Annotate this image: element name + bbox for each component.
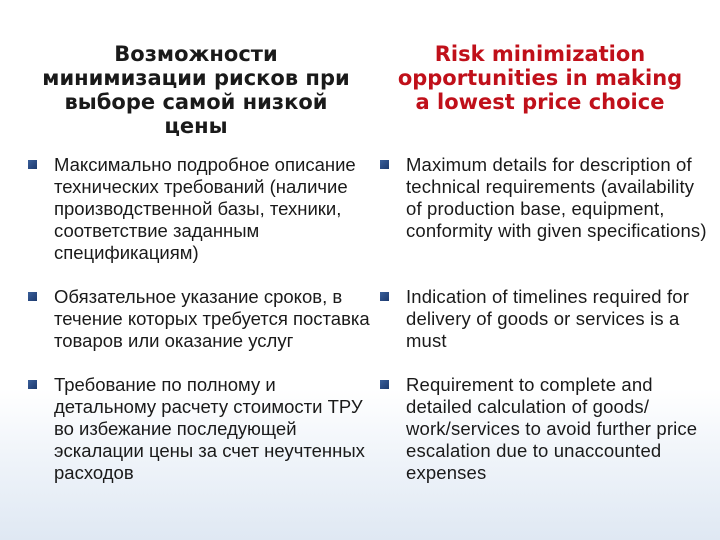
list-item <box>378 286 708 374</box>
list-item-text: Максимально подробное описание технических требований (наличие производственной базы, техники, соответствие заданным спецификациям) <box>54 154 356 263</box>
square-bullet-icon <box>380 160 389 169</box>
title-russian: Возможности минимизации рисков при выборе самой низкой цены <box>42 42 350 138</box>
list-russian <box>26 154 378 484</box>
square-bullet-icon <box>380 292 389 301</box>
title-english: Risk minimization opportunities in making a lowest price choice <box>397 42 683 114</box>
list-item-text: Maximum details for description of technical requirements (availability of production base, equipment, conformity with given specifications) <box>406 154 707 241</box>
list-item-text: Requirement to complete and detailed calculation of goods/ work/services to avoid further price escalation due to unaccounted expenses <box>406 374 698 483</box>
list-item <box>378 154 708 286</box>
square-bullet-icon <box>380 380 389 389</box>
list-item <box>26 286 378 374</box>
list-item <box>378 374 708 484</box>
list-item <box>26 374 378 484</box>
list-item-text: Обязательное указание сроков, в течение которых требуется поставка товаров или оказание услуг <box>54 286 370 351</box>
list-item <box>26 154 378 286</box>
square-bullet-icon <box>28 160 37 169</box>
square-bullet-icon <box>28 380 37 389</box>
list-item-text: Требование по полному и детальному расчету стоимости ТРУ во избежание последующей эскалации цены за счет неучтенных расходов <box>54 374 365 483</box>
square-bullet-icon <box>28 292 37 301</box>
list-english <box>378 154 708 484</box>
list-item-text: Indication of timelines required for delivery of goods or services is a must <box>406 286 690 351</box>
